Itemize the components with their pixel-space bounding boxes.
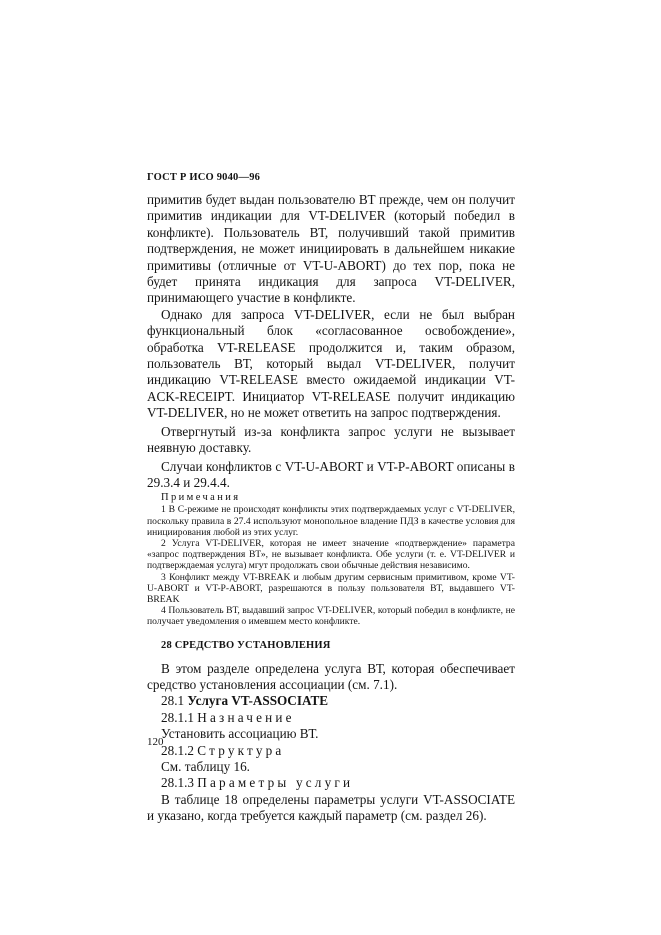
subsection-heading xyxy=(147,693,515,709)
notes-title: Примечания xyxy=(161,492,241,504)
page-body xyxy=(147,192,515,825)
section-title: 28 СРЕДСТВО УСТАНОВЛЕНИЯ xyxy=(161,639,331,651)
item3-number: 28.1.3 xyxy=(161,775,194,791)
item3-heading xyxy=(147,775,515,791)
item2-title: Структура xyxy=(197,742,285,758)
item1-title: Назначение xyxy=(197,709,295,725)
item2-heading xyxy=(147,743,515,759)
item1-number: 28.1.1 xyxy=(161,709,194,725)
subsection-number: 28.1 xyxy=(161,693,185,709)
note-1: 1 В С-режиме не происходят конфликты этих подтверждаемых услуг с VT-DELIVER, поскольку правила в 27.4 используют монопольное владение ПДЗ в качестве условия для инициирования любой из этих услуг. xyxy=(147,504,515,538)
subsection-title: Услуга VT-ASSOCIATE xyxy=(187,693,329,709)
item1-text: Установить ассоциацию ВТ. xyxy=(161,726,319,742)
paragraph-rejected: Отвергнутый из-за конфликта запрос услуги не вызывает неявную доставку. xyxy=(147,423,515,456)
item2-number: 28.1.2 xyxy=(161,742,194,758)
paragraph-continuation: примитив будет выдан пользователю ВТ прежде, чем он получит примитив индикации для VT-DELIVER (который победил в конфликте). Пользователь ВТ, получивший такой примитив подтверждения, не может инициировать в дальнейшем никакие примитивы (отличные от VT-U-ABORT) до тех пор, пока не будет принята индикация для запроса VT-DELIVER, принимающего участие в конфликте. xyxy=(147,192,515,306)
paragraph-abort-cases: Случаи конфликтов с VT-U-ABORT и VT-P-ABORT описаны в 29.3.4 и 29.4.4. xyxy=(147,458,515,490)
note-4: 4 Пользователь ВТ, выдавший запрос VT-DELIVER, который победил в конфликте, не получает уведомления о имевшем место конфликте. xyxy=(147,605,515,628)
item1-heading xyxy=(147,710,515,726)
paragraph-release: Однако для запроса VT-DELIVER, если не был выбран функциональный блок «согласованное освобождение», обработка VT-RELEASE продолжится и, таким образом, пользователь ВТ, который выдал VT-DELIVER, получит индикацию VT-RELEASE вместо ожидаемой индикации VT-ACK-RECEIPT. Инициатор VT-RELEASE получит индикацию VT-DELIVER, но не может ответить на запрос подтверждения. xyxy=(147,306,515,421)
note-2: 2 Услуга VT-DELIVER, которая не имеет значение «подтверждение» параметра «запрос подтверждения ВТ», не вызывает конфликта. Обе услуги (т. е. VT-DELIVER и подтверждаемая услуга) мгут продолжать свои обычные действия независимо. xyxy=(147,537,515,572)
item3-title: Параметры услуги xyxy=(197,775,354,791)
page-header: ГОСТ Р ИСО 9040—96 xyxy=(147,172,261,183)
page-number: 120 xyxy=(147,736,164,748)
section-intro: В этом разделе определена услуга ВТ, которая обеспечивает средство установления ассоциации (см. 7.1). xyxy=(147,660,515,692)
item3-text: В таблице 18 определены параметры услуги VT-ASSOCIATE и указано, когда требуется каждый параметр (см. раздел 26). xyxy=(147,791,515,824)
note-3: 3 Конфликт между VT-BREAK и любым другим сервисным примитивом, кроме VT-U-ABORT и VT-P-ABORT, разрешаются в пользу пользователя ВТ, выдавшего VT-BREAK xyxy=(147,571,515,605)
item2-text: См. таблицу 16. xyxy=(161,758,250,774)
